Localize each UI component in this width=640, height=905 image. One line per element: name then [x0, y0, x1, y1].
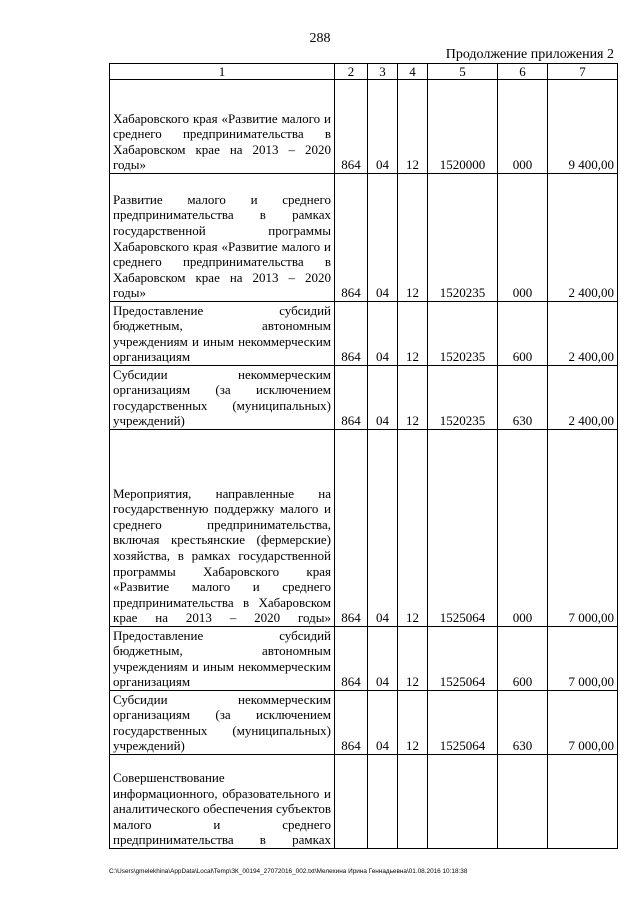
table-row — [110, 174, 618, 302]
row-cell: 1525064 — [428, 627, 498, 691]
page-number: 288 — [309, 31, 331, 46]
row-cell: 04 — [368, 691, 398, 755]
row-cell: 600 — [498, 302, 548, 366]
row-cell: 12 — [398, 430, 428, 627]
row-cell: 864 — [335, 430, 368, 627]
row-cell: 1520235 — [428, 366, 498, 430]
row-amount: 7 000,00 — [548, 627, 618, 691]
row-cell: 04 — [368, 302, 398, 366]
row-cell — [335, 755, 368, 849]
continuation-label: Продолжение приложения 2 — [445, 47, 614, 62]
row-amount: 7 000,00 — [548, 430, 618, 627]
header-col-4: 4 — [398, 64, 428, 80]
row-amount: 2 400,00 — [548, 366, 618, 430]
file-path-footer: C:\Users\gmelekhina\AppData\Local\Temp\ЗК_00194_27072016_002.txt\Мелехина Ирина Геннадьевна\01.08.2016 10:18:38 — [109, 868, 468, 875]
row-cell: 1525064 — [428, 430, 498, 627]
header-col-3: 3 — [368, 64, 398, 80]
row-name: Развитие малого и среднего предпринимательства в рамках государственной программы Хабаровского края «Развитие малого и среднего предпринимательства в Хабаровском крае на 2013 – 2020 годы» — [110, 174, 335, 302]
row-cell: 04 — [368, 627, 398, 691]
table-row — [110, 755, 618, 849]
row-cell: 04 — [368, 174, 398, 302]
row-cell: 12 — [398, 302, 428, 366]
row-amount: 7 000,00 — [548, 691, 618, 755]
row-cell: 864 — [335, 174, 368, 302]
row-cell: 864 — [335, 691, 368, 755]
row-cell: 04 — [368, 366, 398, 430]
header-col-6: 6 — [498, 64, 548, 80]
header-col-5: 5 — [428, 64, 498, 80]
row-cell: 864 — [335, 80, 368, 174]
row-cell: 1520000 — [428, 80, 498, 174]
row-cell: 12 — [398, 627, 428, 691]
row-cell: 630 — [498, 691, 548, 755]
row-name: Предоставление субсидий бюджетным, автономным учреждениям и иным некоммерческим организациям — [110, 302, 335, 366]
row-cell: 12 — [398, 366, 428, 430]
row-name: Предоставление субсидий бюджетным, автономным учреждениям и иным некоммерческим организациям — [110, 627, 335, 691]
row-cell: 000 — [498, 174, 548, 302]
row-cell: 630 — [498, 366, 548, 430]
header-row — [110, 64, 618, 80]
row-cell: 000 — [498, 80, 548, 174]
row-name: Субсидии некоммерческим организациям (за исключением государственных (муниципальных) учреждений) — [110, 691, 335, 755]
row-amount — [548, 755, 618, 849]
row-cell: 864 — [335, 302, 368, 366]
header-col-7: 7 — [548, 64, 618, 80]
row-cell: 600 — [498, 627, 548, 691]
table-row — [110, 430, 618, 627]
header-col-2: 2 — [335, 64, 368, 80]
row-cell — [368, 755, 398, 849]
row-cell: 12 — [398, 691, 428, 755]
row-cell: 864 — [335, 366, 368, 430]
row-amount: 2 400,00 — [548, 302, 618, 366]
row-cell: 12 — [398, 80, 428, 174]
table-row — [110, 80, 618, 174]
table-row — [110, 366, 618, 430]
budget-table — [109, 63, 618, 849]
row-cell: 1525064 — [428, 691, 498, 755]
row-cell: 04 — [368, 430, 398, 627]
table-row — [110, 691, 618, 755]
table-row — [110, 627, 618, 691]
row-cell: 000 — [498, 430, 548, 627]
row-amount: 2 400,00 — [548, 174, 618, 302]
row-cell: 864 — [335, 627, 368, 691]
row-name: Субсидии некоммерческим организациям (за исключением государственных (муниципальных) учреждений) — [110, 366, 335, 430]
row-cell — [498, 755, 548, 849]
row-cell: 1520235 — [428, 302, 498, 366]
row-amount: 9 400,00 — [548, 80, 618, 174]
table-row — [110, 302, 618, 366]
row-cell: 1520235 — [428, 174, 498, 302]
row-name: Хабаровского края «Развитие малого и среднего предпринимательства в Хабаровском крае на 2013 – 2020 годы» — [110, 80, 335, 174]
row-cell: 04 — [368, 80, 398, 174]
header-col-1: 1 — [110, 64, 335, 80]
row-name: Совершенствование информационного, образовательного и аналитического обеспечения субъектов малого и среднего предпринимательства в рамках — [110, 755, 335, 849]
row-cell — [428, 755, 498, 849]
row-cell — [398, 755, 428, 849]
row-cell: 12 — [398, 174, 428, 302]
row-name: Мероприятия, направленные на государственную поддержку малого и среднего предпринимательства, включая крестьянские (фермерские) хозяйства, в рамках государственной программы Хабаровского края «Развитие малого и среднего предпринимательства в Хабаровском крае на 2013 – 2020 годы» — [110, 430, 335, 627]
